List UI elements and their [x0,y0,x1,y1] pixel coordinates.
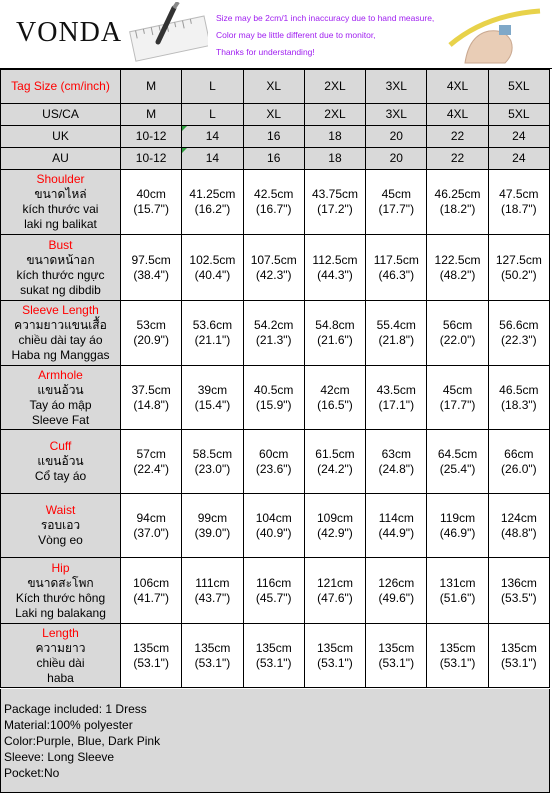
value-cm: 47.5cm [499,187,539,201]
value-cm: 109cm [316,510,353,525]
value-cm: 107.5cm [250,252,297,267]
region-label: US/CA [1,104,121,126]
value-cm: 37.5cm [131,382,171,397]
measurement-cell [243,430,304,494]
value-inch: (21.8") [378,333,415,347]
value-inch: (41.7") [133,590,169,605]
measurement-cell [121,430,182,494]
measurement-cell [304,624,365,688]
corner-label: Tag Size (cm/inch) [1,70,121,104]
measurement-label [1,430,121,494]
region-size-row [1,148,550,170]
size-header: 2XL [304,70,365,104]
region-label: UK [1,126,121,148]
value-inch: (22.4") [133,461,169,476]
measurement-name: Hip [51,560,70,575]
value-inch: (17.1") [378,397,415,412]
measurement-translation: Tay áo mập [29,397,92,412]
value-cm: 114cm [378,510,414,525]
value-inch: (53.1") [378,655,415,670]
value-inch: (53.1") [501,655,537,670]
value-cm: 64.5cm [437,446,478,461]
measurement-translation: ขนาดไหล่ [34,187,87,201]
measurement-cell [121,624,182,688]
value-inch: (53.1") [133,655,169,670]
measurement-name: Waist [45,503,76,517]
region-size-cell: 18 [304,148,365,170]
measurement-cell [366,624,427,688]
measurement-translation: Vòng eo [38,533,83,547]
brand-logo: VONDA [16,17,123,48]
measurement-translation: sukat ng dibdib [20,282,101,297]
region-size-cell: 10-12 [121,148,182,170]
measurement-translation: แขนอ้วน [37,382,84,397]
measurement-cell [243,235,304,301]
value-inch: (18.3") [501,397,537,412]
measurement-cell [488,430,549,494]
measurement-cell [182,430,243,494]
value-inch: (38.4") [133,267,169,282]
value-inch: (16.5") [317,397,353,412]
measure-notes [216,10,434,61]
region-size-cell: 24 [488,148,549,170]
measurement-row [1,624,550,688]
measurement-label [1,301,121,366]
measurement-translation: Sleeve Fat [31,412,90,427]
measurement-row [1,366,550,430]
value-inch: (26.0") [501,461,537,476]
value-inch: (16.7") [255,202,292,216]
size-header: 4XL [427,70,488,104]
measurement-name: Sleeve Length [22,303,99,317]
value-cm: 111cm [195,575,230,590]
size-header-row [1,70,550,104]
value-inch: (42.9") [317,525,353,540]
value-inch: (37.0") [133,525,169,540]
measurement-translation: ความยาว [35,640,86,655]
value-cm: 135cm [255,640,292,655]
measurement-translation: laki ng balikat [24,217,97,231]
measurement-name: Bust [48,237,73,252]
measurement-translation: kích thước ngực [16,267,105,282]
value-inch: (46.3") [378,267,415,282]
region-size-cell: 18 [304,126,365,148]
region-size-cell: 22 [427,126,488,148]
value-cm: 54.8cm [315,318,355,332]
measurement-cell [182,558,243,624]
value-inch: (40.4") [194,267,231,282]
measurement-cell [488,624,549,688]
note-line: Color may be little different due to monitor, [216,30,376,40]
region-size-cell: 3XL [366,104,427,126]
value-cm: 112.5cm [312,252,358,267]
measurement-row [1,558,550,624]
value-inch: (45.7") [255,590,292,605]
value-inch: (53.1") [194,655,231,670]
measurement-cell [182,624,243,688]
measurement-cell [488,301,549,366]
value-cm: 46.5cm [499,382,539,397]
package-line: Sleeve: Long Sleeve [4,750,115,764]
measurement-cell [121,235,182,301]
value-cm: 135cm [500,640,537,655]
value-inch: (49.6") [378,590,415,605]
size-header: 3XL [366,70,427,104]
measurement-cell [182,366,243,430]
measurement-cell [427,430,488,494]
value-inch: (15.7") [133,202,169,216]
measurement-translation: chiều dài tay áo [18,333,103,347]
value-cm: 122.5cm [434,252,481,267]
region-size-cell: 14 [182,148,243,170]
package-line: Material:100% polyester [4,718,133,732]
value-cm: 53.6cm [192,318,233,332]
value-inch: (17.2") [317,202,353,216]
value-cm: 46.25cm [434,187,481,201]
value-inch: (39.0") [194,525,231,540]
pen-ruler-icon [128,2,208,64]
measurement-translation: Kích thước hông [15,590,106,605]
measurement-cell [121,558,182,624]
measurement-translation: kích thước vai [22,202,99,216]
value-inch: (17.7") [378,202,415,216]
measurement-name: Shoulder [36,172,85,186]
region-size-row [1,104,550,126]
value-inch: (43.7") [194,590,231,605]
region-size-cell: 2XL [304,104,365,126]
region-size-row [1,126,550,148]
size-header: XL [243,70,304,104]
value-cm: 42.5cm [254,187,294,201]
measurement-label [1,624,121,688]
value-cm: 61.5cm [315,446,355,461]
measurement-cell [243,624,304,688]
measurement-row [1,170,550,235]
value-cm: 53cm [136,318,166,332]
measurement-label [1,366,121,430]
region-size-cell: 5XL [488,104,549,126]
region-size-cell: M [121,104,182,126]
measurement-cell [304,366,365,430]
measurement-cell [304,170,365,235]
value-cm: 40.5cm [254,382,294,397]
measuring-hand-icon [445,5,545,65]
region-size-cell: 4XL [427,104,488,126]
measurement-row [1,235,550,301]
value-inch: (25.4") [439,461,476,476]
value-cm: 119cm [439,510,476,525]
size-chart-table [0,69,550,688]
value-inch: (42.3") [255,267,292,282]
measurement-label [1,494,121,558]
value-inch: (48.8") [501,525,537,540]
region-size-cell: 10-12 [121,126,182,148]
value-inch: (17.7") [439,397,476,412]
measurement-cell [121,301,182,366]
value-cm: 117.5cm [373,252,419,267]
measurement-cell [243,558,304,624]
size-header: L [182,70,243,104]
value-cm: 66cm [504,446,534,461]
value-cm: 135cm [316,640,353,655]
value-inch: (40.9") [255,525,292,540]
value-cm: 97.5cm [131,252,171,267]
measurement-cell [366,366,427,430]
value-inch: (53.1") [439,655,476,670]
measurement-translation: แขนอ้วน [37,454,84,468]
measurement-cell [304,235,365,301]
value-cm: 57cm [136,446,166,461]
measurement-cell [427,624,488,688]
value-cm: 40cm [136,187,166,201]
measurement-cell [427,301,488,366]
value-inch: (53.1") [255,655,292,670]
package-info [0,689,550,793]
measurement-cell [243,170,304,235]
measurement-cell [488,366,549,430]
measurement-translation: Laki ng balakang [15,605,106,620]
value-inch: (24.2") [317,461,353,476]
value-inch: (21.3") [255,333,292,347]
measurement-cell [304,430,365,494]
value-cm: 94cm [136,510,166,525]
value-inch: (21.1") [194,333,231,347]
value-inch: (14.8") [133,397,169,412]
measurement-row [1,494,550,558]
measurement-translation: ขนาดสะโพก [27,575,94,590]
value-inch: (21.6") [317,333,353,347]
measurement-cell [182,170,243,235]
value-cm: 135cm [378,640,415,655]
measurement-label [1,170,121,235]
value-cm: 63cm [381,446,411,461]
measurement-cell [366,235,427,301]
measurement-cell [243,366,304,430]
region-size-cell: 22 [427,148,488,170]
measurement-translation: ความยาวแขนเสื้อ [14,318,107,332]
measurement-cell [121,494,182,558]
value-cm: 126cm [378,575,415,590]
value-cm: 58.5cm [192,446,233,461]
measurement-cell [488,494,549,558]
measurement-cell [243,494,304,558]
measurement-label [1,558,121,624]
value-cm: 42cm [320,382,350,397]
measurement-name: Armhole [38,367,83,382]
value-inch: (46.9") [439,525,476,540]
value-cm: 43.5cm [376,382,416,397]
value-cm: 56.6cm [499,318,539,332]
measurement-cell [488,170,549,235]
value-cm: 131cm [439,575,476,590]
value-cm: 124cm [500,510,537,525]
value-inch: (23.0") [194,461,231,476]
value-cm: 56cm [442,318,473,332]
value-cm: 135cm [133,640,170,655]
value-cm: 102.5cm [189,252,236,267]
package-line: Pocket:No [4,766,60,780]
value-cm: 55.4cm [376,318,416,332]
region-size-cell: 20 [366,148,427,170]
value-cm: 136cm [500,575,537,590]
region-size-cell: 24 [488,126,549,148]
note-line: Thanks for understanding! [216,47,315,57]
value-cm: 104cm [255,510,292,525]
region-label: AU [1,148,121,170]
value-cm: 41.25cm [189,187,236,201]
measurement-cell [366,558,427,624]
value-inch: (44.9") [378,525,415,540]
measurement-cell [182,494,243,558]
measurement-cell [182,235,243,301]
value-cm: 121cm [316,575,353,590]
value-inch: (44.3") [317,267,353,282]
measurement-cell [366,494,427,558]
value-inch: (23.6") [255,461,292,476]
value-inch: (20.9") [133,333,169,347]
value-cm: 99cm [197,510,228,525]
value-inch: (53.1") [317,655,353,670]
value-inch: (22.0") [439,333,476,347]
value-inch: (15.4") [194,397,231,412]
region-size-cell: 20 [366,126,427,148]
value-cm: 135cm [194,640,231,655]
value-cm: 135cm [439,640,476,655]
measurement-cell [427,235,488,301]
measurement-cell [427,170,488,235]
value-inch: (24.8") [378,461,415,476]
value-cm: 60cm [259,446,289,461]
measurement-translation: haba [47,670,74,685]
value-cm: 106cm [133,575,170,590]
header-banner [0,0,552,69]
measurement-translation: chiều dài [36,655,85,670]
region-size-cell: 14 [182,126,243,148]
value-inch: (15.9") [255,397,292,412]
measurement-translation: Haba ng Manggas [11,348,110,362]
measurement-cell [366,301,427,366]
measurement-cell [366,170,427,235]
value-cm: 39cm [197,382,228,397]
value-cm: 43.75cm [311,187,358,201]
value-inch: (47.6") [317,590,353,605]
measurement-translation: รอบเอว [40,518,81,532]
region-size-cell: 16 [243,126,304,148]
value-inch: (51.6") [439,590,476,605]
value-inch: (50.2") [501,267,537,282]
measurement-cell [488,235,549,301]
measurement-translation: Cổ tay áo [34,469,87,483]
size-header: M [121,70,182,104]
measurement-cell [304,494,365,558]
value-cm: 127.5cm [495,252,542,267]
value-cm: 45cm [381,187,411,201]
value-inch: (16.2") [194,202,231,216]
value-cm: 116cm [256,575,292,590]
value-cm: 54.2cm [254,318,294,332]
measurement-cell [121,170,182,235]
region-size-cell: XL [243,104,304,126]
measurement-name: Length [42,625,79,640]
measurement-cell [427,366,488,430]
value-cm: 45cm [442,382,473,397]
size-header: 5XL [488,70,549,104]
measurement-row [1,430,550,494]
measurement-cell [488,558,549,624]
region-size-cell: L [182,104,243,126]
measurement-cell [366,430,427,494]
package-line: Package included: 1 Dress [4,702,147,716]
measurement-name: Cuff [49,439,72,453]
region-size-cell: 16 [243,148,304,170]
measurement-cell [121,366,182,430]
note-line: Size may be 2cm/1 inch inaccuracy due to hand measure, [216,13,435,23]
measurement-cell [304,301,365,366]
value-inch: (53.5") [501,590,537,605]
measurement-translation: ขนาดหน้าอก [26,252,95,267]
measurement-cell [182,301,243,366]
measurement-row [1,301,550,366]
measurement-cell [427,494,488,558]
measurement-label [1,235,121,301]
value-inch: (18.7") [501,202,537,216]
package-line: Color:Purple, Blue, Dark Pink [4,734,161,748]
measurement-cell [304,558,365,624]
measurement-cell [243,301,304,366]
value-inch: (48.2") [439,267,476,282]
measurement-cell [427,558,488,624]
value-inch: (22.3") [501,333,537,347]
value-inch: (18.2") [439,202,476,216]
